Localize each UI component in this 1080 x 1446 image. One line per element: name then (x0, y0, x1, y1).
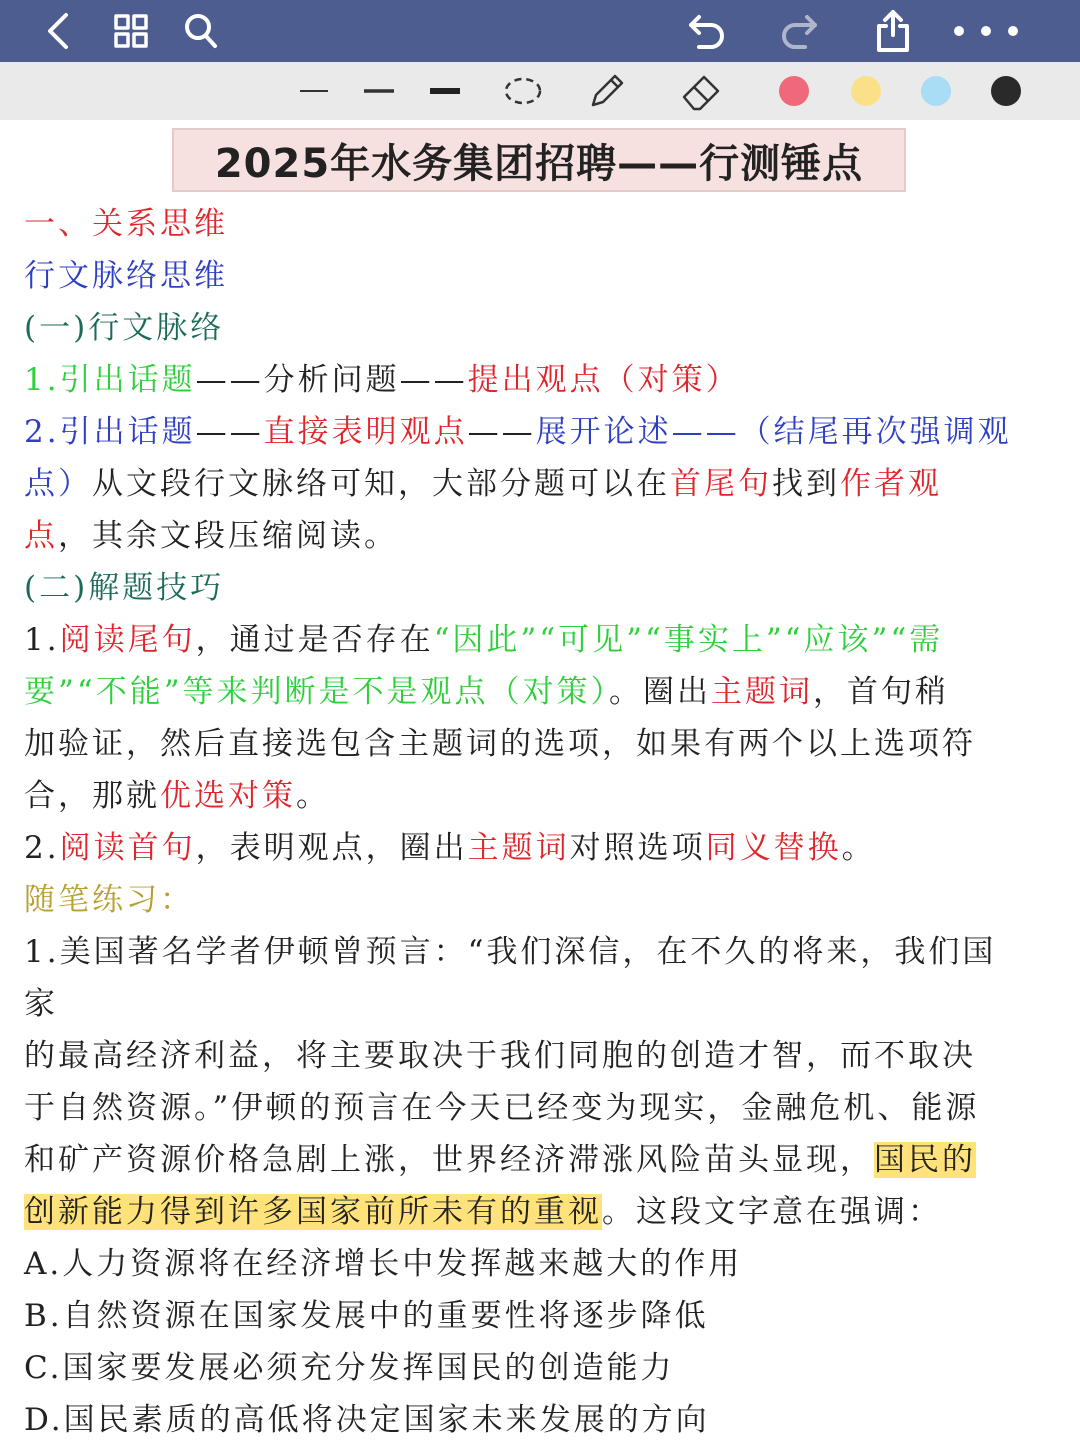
text-segment: 优选对策 (160, 778, 296, 814)
text-segment: 阅读尾句 (59, 622, 196, 658)
text-segment: C.国家要发展必须充分发挥国民的创造能力 (24, 1350, 675, 1386)
text-segment: —— (195, 414, 264, 450)
text-segment: 的最高经济利益，将主要取决于我们同胞的创造才智，而不取决 (24, 1038, 976, 1074)
text-line (24, 406, 1012, 458)
text-segment: ，通过是否存在 (195, 622, 434, 658)
color-black-swatch[interactable] (988, 62, 1024, 120)
text-segment: 作者观 (840, 466, 942, 502)
text-line (24, 718, 976, 770)
more-icon[interactable] (948, 0, 1024, 62)
text-segment: (一)行文脉络 (24, 310, 225, 346)
text-segment: 1.引出话题 (24, 362, 196, 398)
text-segment: 行文脉络思维 (24, 258, 228, 294)
color-lightblue-swatch[interactable] (918, 62, 954, 120)
text-segment: ——（结尾再次强调观 (671, 414, 1012, 450)
text-segment: 1. (24, 622, 60, 658)
text-segment: 首尾句 (670, 466, 772, 502)
text-segment: ——分析问题—— (195, 362, 468, 398)
text-line (24, 666, 949, 718)
pencil-icon[interactable] (584, 62, 630, 120)
undo-icon[interactable] (684, 0, 730, 62)
text-line (24, 354, 740, 406)
text-segment: 1.美国著名学者伊顿曾预言：“我们深信，在不久的将来，我们国 (24, 934, 997, 970)
swatch-3 (991, 76, 1021, 106)
swatch-0 (779, 76, 809, 106)
text-segment: ，首句稍 (813, 674, 950, 710)
text-segment: 家 (24, 986, 58, 1022)
text-segment: 对照选项 (569, 830, 706, 866)
text-segment: 找到 (772, 466, 840, 502)
share-icon[interactable] (870, 0, 916, 62)
swatch-1 (851, 76, 881, 106)
text-line (24, 926, 996, 978)
text-line (24, 822, 876, 874)
text-line (24, 1186, 942, 1238)
text-segment: 要”“不能”等来判断是不是观点（对策） (24, 674, 610, 710)
text-line (24, 1082, 979, 1134)
text-segment: ，表明观点，圈出 (195, 830, 468, 866)
text-line (24, 1394, 710, 1446)
note-page (0, 120, 1080, 1440)
text-line (24, 458, 942, 510)
chevron-left-icon[interactable] (36, 0, 80, 62)
text-line (24, 302, 224, 354)
text-segment: “因此”“可见”“事实上”“应该”“需 (433, 622, 944, 658)
search-icon[interactable] (178, 0, 224, 62)
text-segment: —— (467, 414, 536, 450)
medium-line-icon[interactable] (360, 62, 398, 120)
text-segment: 展开论述 (535, 414, 672, 450)
redo-icon[interactable] (776, 0, 822, 62)
text-segment: D.国民素质的高低将决定国家未来发展的方向 (24, 1402, 710, 1438)
text-segment: ，其余文段压缩阅读。 (58, 518, 398, 554)
color-yellow-swatch[interactable] (848, 62, 884, 120)
grid-icon[interactable] (108, 0, 154, 62)
thin-line-icon[interactable] (296, 62, 332, 120)
top-navigation-bar (0, 0, 1080, 62)
swatch-2 (921, 76, 951, 106)
text-segment: 一、关系思维 (24, 206, 228, 242)
text-segment: B.自然资源在国家发展中的重要性将逐步降低 (24, 1298, 709, 1334)
highlighted-text: 国民的 (874, 1142, 976, 1178)
page-title: 2025年水务集团招聘——行测锤点 (172, 128, 906, 192)
text-segment: 主题词 (467, 830, 570, 866)
drawing-toolbar (0, 62, 1080, 120)
text-segment: 随笔练习： (24, 882, 194, 918)
text-segment: 和矿产资源价格急剧上涨，世界经济滞涨风险苗头显现， (24, 1142, 874, 1178)
text-segment: 同义替换 (705, 830, 842, 866)
text-segment: A.人力资源将在经济增长中发挥越来越大的作用 (24, 1246, 743, 1282)
text-segment: 阅读首句 (59, 830, 196, 866)
text-line (24, 874, 194, 926)
text-segment: 点 (24, 518, 58, 554)
text-segment: 2.引出话题 (24, 414, 196, 450)
text-line (24, 1290, 709, 1342)
text-line (24, 770, 330, 822)
text-segment: 加验证，然后直接选包含主题词的选项，如果有两个以上选项符 (24, 726, 976, 762)
text-line (24, 614, 943, 666)
text-line (24, 1342, 674, 1394)
text-line (24, 198, 228, 250)
text-segment: 2. (24, 830, 60, 866)
text-segment: 直接表明观点 (263, 414, 468, 450)
text-line (24, 510, 398, 562)
eraser-icon[interactable] (676, 62, 726, 120)
text-line (24, 562, 224, 614)
text-segment: 。 (296, 778, 330, 814)
text-line (24, 978, 58, 1030)
text-segment: 。圈出 (609, 674, 712, 710)
text-segment: 提出观点（对策） (467, 362, 740, 398)
text-segment: 合，那就 (24, 778, 160, 814)
highlighted-text: 创新能力得到许多国家前所未有的重视 (24, 1194, 602, 1230)
lasso-icon[interactable] (500, 62, 546, 120)
text-segment: 于自然资源。”伊顿的预言在今天已经变为现实，金融危机、能源 (24, 1090, 980, 1126)
text-segment: 主题词 (711, 674, 814, 710)
thick-line-icon[interactable] (426, 62, 464, 120)
text-segment: 。这段文字意在强调： (602, 1194, 942, 1230)
text-segment: (二)解题技巧 (24, 570, 225, 606)
text-line (24, 250, 228, 302)
text-segment: 。 (841, 830, 876, 866)
text-segment: 从文段行文脉络可知，大部分题可以在 (92, 466, 670, 502)
text-segment: 点） (24, 466, 92, 502)
text-line (24, 1030, 976, 1082)
text-line (24, 1238, 742, 1290)
text-line (24, 1134, 976, 1186)
color-pink-swatch[interactable] (776, 62, 812, 120)
